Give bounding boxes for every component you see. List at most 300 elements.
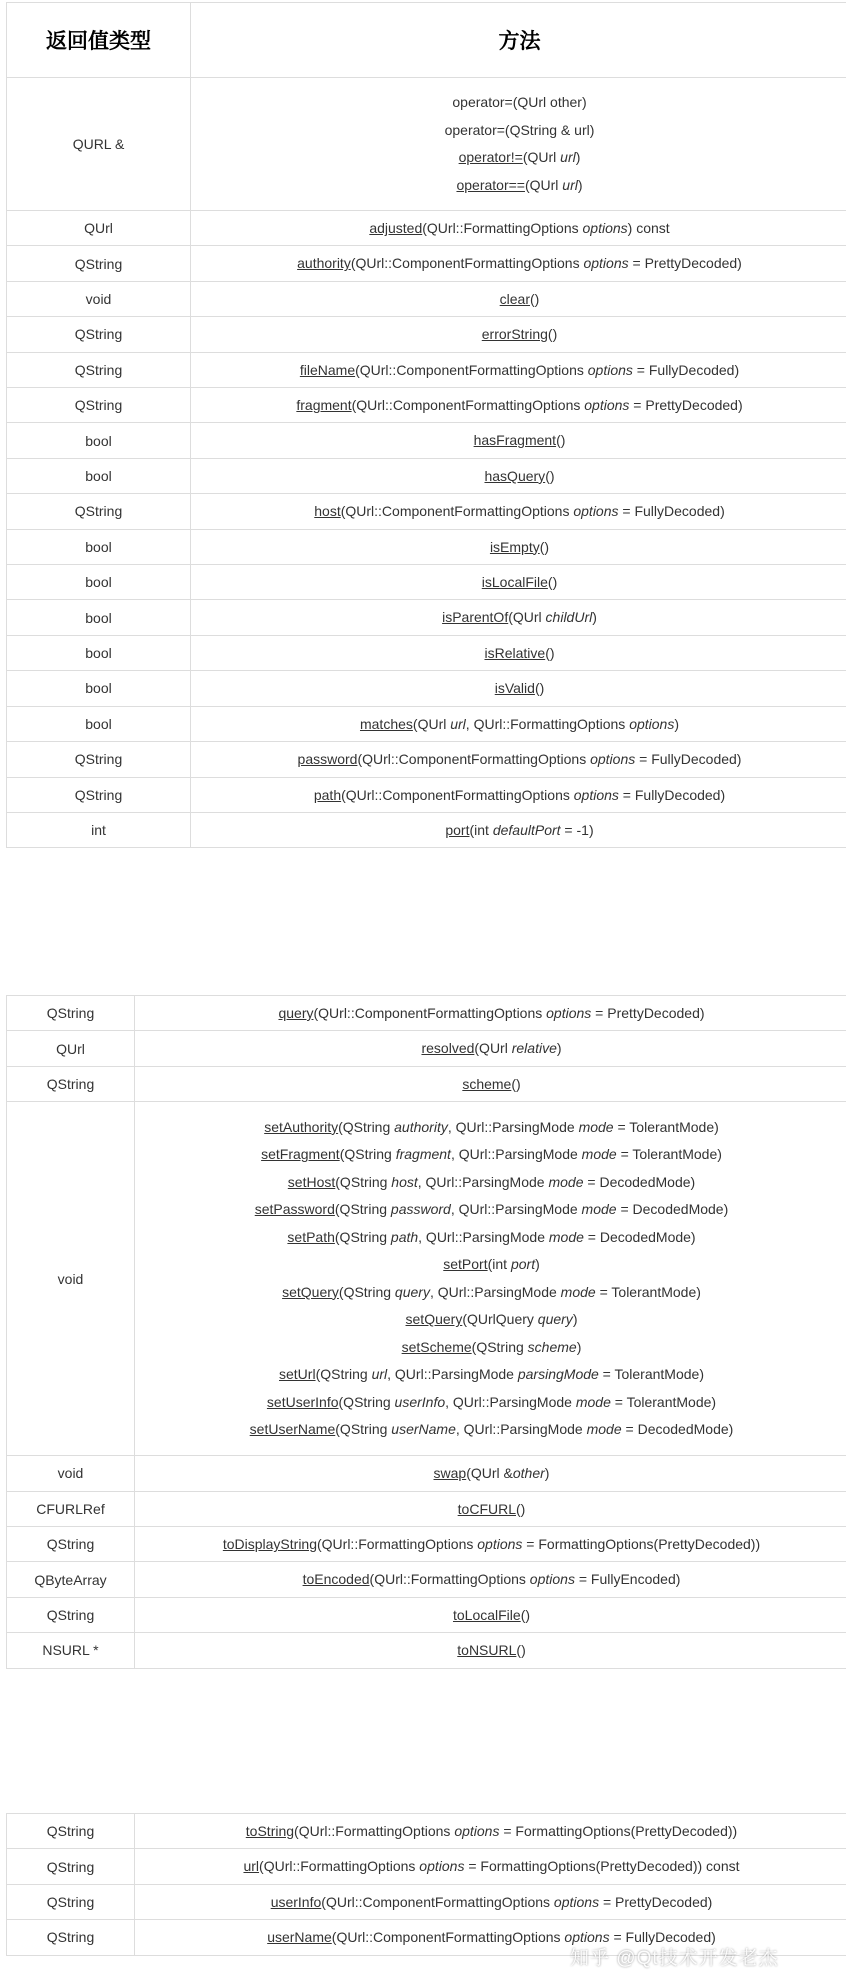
signature-text: (QString <box>339 1394 395 1410</box>
method-name-link[interactable]: isValid <box>495 680 535 696</box>
method-signature <box>296 397 742 413</box>
table-row <box>7 423 846 458</box>
method-signature <box>314 787 725 803</box>
method-name-link[interactable]: operator== <box>456 177 525 193</box>
signature-text: , QUrl::ParsingMode <box>451 1201 582 1217</box>
signature-text: , QUrl::ParsingMode <box>430 1284 561 1300</box>
param-name: options <box>564 1929 609 1945</box>
signature-text: (QString <box>316 1366 372 1382</box>
return-type-cell: bool <box>7 565 191 600</box>
method-name-link[interactable]: setQuery <box>406 1311 463 1327</box>
method-name-link[interactable]: url <box>243 1858 259 1874</box>
return-type-cell: bool <box>7 423 191 458</box>
signature-text: ) <box>578 177 583 193</box>
param-name: options <box>530 1571 575 1587</box>
signature-text: = TolerantMode) <box>596 1284 701 1300</box>
param-name: mode <box>582 1146 617 1162</box>
method-signature <box>300 362 739 378</box>
signature-text: = DecodedMode) <box>622 1421 734 1437</box>
method-name-link[interactable]: matches <box>360 716 413 732</box>
param-name: mode <box>576 1394 611 1410</box>
signature-text: = FormattingOptions(PrettyDecoded)) <box>522 1536 760 1552</box>
signature-text: (QUrl::FormattingOptions <box>370 1571 530 1587</box>
return-type-cell: QUrl <box>7 1031 135 1066</box>
signature-text: (int <box>488 1256 511 1272</box>
signature-text: (QString <box>335 1174 391 1190</box>
method-name-link[interactable]: isRelative <box>484 645 545 661</box>
param-name: mode <box>548 1174 583 1190</box>
method-signature <box>271 1894 713 1910</box>
param-name: options <box>554 1894 599 1910</box>
signature-text: = DecodedMode) <box>584 1229 696 1245</box>
return-type-cell: QString <box>7 1884 135 1919</box>
method-name-link[interactable]: port <box>445 822 469 838</box>
return-type-cell: bool <box>7 706 191 741</box>
return-type-cell: QString <box>7 1920 135 1955</box>
signature-text: , QUrl::ParsingMode <box>456 1421 587 1437</box>
signature-text: = TolerantMode) <box>599 1366 704 1382</box>
signature-text: (QUrl::FormattingOptions <box>294 1823 454 1839</box>
method-name-link[interactable]: setPath <box>287 1229 334 1245</box>
table-row <box>7 246 846 281</box>
method-signature <box>139 1224 844 1252</box>
method-cell <box>191 388 846 423</box>
method-signature <box>482 574 557 590</box>
method-name-link[interactable]: adjusted <box>369 220 422 236</box>
param-name: options <box>583 255 628 271</box>
method-name-link[interactable]: toLocalFile <box>453 1607 521 1623</box>
signature-text: ) <box>576 149 581 165</box>
table-row <box>7 706 846 741</box>
signature-text: () <box>516 1501 525 1517</box>
signature-text: , QUrl::ParsingMode <box>418 1174 549 1190</box>
signature-text: = TolerantMode) <box>617 1146 722 1162</box>
return-type-cell: QString <box>7 1849 135 1884</box>
return-type-cell: CFURLRef <box>7 1491 135 1526</box>
param-name: url <box>450 716 466 732</box>
signature-text: = FullyDecoded) <box>633 362 739 378</box>
table-row <box>7 317 846 352</box>
method-signature <box>139 1389 844 1417</box>
signature-text: () <box>545 645 554 661</box>
table-row <box>7 742 846 777</box>
method-table-part-2 <box>6 995 846 1669</box>
signature-text: = TolerantMode) <box>611 1394 716 1410</box>
method-name-link[interactable]: authority <box>297 255 351 271</box>
return-type-cell: QURL & <box>7 78 191 211</box>
param-name: options <box>419 1858 464 1874</box>
signature-text: (QUrl::FormattingOptions <box>259 1858 419 1874</box>
signature-text: () <box>548 326 557 342</box>
method-name-link[interactable]: setUserInfo <box>267 1394 339 1410</box>
signature-text: = FullyDecoded) <box>619 787 725 803</box>
method-signature <box>500 291 540 307</box>
return-type-cell: bool <box>7 671 191 706</box>
param-name: relative <box>512 1040 557 1056</box>
method-signature <box>139 1334 844 1362</box>
param-name: childUrl <box>546 609 593 625</box>
method-signature <box>457 1642 525 1658</box>
method-name-link[interactable]: clear <box>500 291 530 307</box>
table-body <box>7 78 846 848</box>
signature-text: (QString <box>338 1119 394 1135</box>
return-type-cell: int <box>7 812 191 847</box>
return-type-cell: void <box>7 281 191 316</box>
signature-text: ) <box>535 1256 540 1272</box>
param-name: port <box>511 1256 535 1272</box>
param-name: options <box>573 503 618 519</box>
method-signature <box>495 680 545 696</box>
method-signature <box>139 1141 844 1169</box>
method-name-link[interactable]: query <box>278 1005 313 1021</box>
param-name: mode <box>587 1421 622 1437</box>
signature-text: (QUrl::FormattingOptions <box>422 220 582 236</box>
method-name-link[interactable]: host <box>314 503 340 519</box>
method-name-link[interactable]: setFragment <box>261 1146 340 1162</box>
method-signature <box>458 1501 526 1517</box>
method-name-link[interactable]: userInfo <box>271 1894 322 1910</box>
return-type-cell: void <box>7 1456 135 1491</box>
signature-text: , QUrl::ParsingMode <box>448 1119 579 1135</box>
signature-text: operator=(QString & url) <box>445 122 595 138</box>
table-row <box>7 1456 846 1491</box>
signature-text: () <box>540 539 549 555</box>
method-cell <box>191 494 846 529</box>
table-row <box>7 600 846 635</box>
table-row <box>7 812 846 847</box>
signature-text: , QUrl::ParsingMode <box>445 1394 576 1410</box>
method-name-link[interactable]: setAuthority <box>264 1119 338 1135</box>
param-name: host <box>391 1174 417 1190</box>
param-name: path <box>391 1229 418 1245</box>
method-cell <box>135 996 846 1031</box>
method-cell <box>135 1066 846 1101</box>
method-name-link[interactable]: fragment <box>296 397 351 413</box>
signature-text: ) <box>592 609 597 625</box>
method-cell <box>135 1031 846 1066</box>
method-signature <box>139 1279 844 1307</box>
signature-text: (QUrl <box>413 716 450 732</box>
method-cell <box>191 423 846 458</box>
method-cell <box>135 1849 846 1884</box>
signature-text: (QUrl::ComponentFormattingOptions <box>341 503 574 519</box>
signature-text: = FormattingOptions(PrettyDecoded)) <box>499 1823 737 1839</box>
return-type-cell: QString <box>7 1527 135 1562</box>
param-name: parsingMode <box>518 1366 599 1382</box>
return-type-cell: QString <box>7 742 191 777</box>
method-name-link[interactable]: fileName <box>300 362 355 378</box>
method-cell <box>135 1491 846 1526</box>
param-name: options <box>477 1536 522 1552</box>
signature-text: (QUrl::ComponentFormattingOptions <box>351 255 584 271</box>
table-row <box>7 671 846 706</box>
method-signature <box>139 1114 844 1142</box>
method-signature <box>139 1196 844 1224</box>
param-name: options <box>574 787 619 803</box>
method-cell <box>191 281 846 316</box>
signature-text: ) <box>557 1040 562 1056</box>
method-cell <box>135 1597 846 1632</box>
signature-text: (QString <box>335 1421 391 1437</box>
table-row <box>7 211 846 246</box>
signature-text: () <box>545 468 554 484</box>
method-signature <box>474 432 566 448</box>
table-row <box>7 1884 846 1919</box>
method-name-link[interactable]: swap <box>434 1465 467 1481</box>
signature-text: = PrettyDecoded) <box>591 1005 704 1021</box>
method-signature <box>421 1040 561 1056</box>
method-cell <box>191 78 846 211</box>
signature-text: = FullyEncoded) <box>575 1571 680 1587</box>
table-row <box>7 1597 846 1632</box>
method-signature <box>223 1536 760 1552</box>
method-signature <box>360 716 679 732</box>
method-signature <box>484 468 554 484</box>
table-row <box>7 1562 846 1597</box>
method-name-link[interactable]: scheme <box>462 1076 511 1092</box>
method-signature <box>139 1306 844 1334</box>
method-name-link[interactable]: isEmpty <box>490 539 540 555</box>
method-signature <box>139 1361 844 1389</box>
signature-text: (QUrl::ComponentFormattingOptions <box>332 1929 565 1945</box>
return-type-cell: QUrl <box>7 211 191 246</box>
signature-text: operator=(QUrl other) <box>452 94 586 110</box>
param-name: userName <box>391 1421 456 1437</box>
method-cell <box>191 529 846 564</box>
table-row <box>7 281 846 316</box>
param-name: defaultPort <box>493 822 561 838</box>
return-type-cell: QString <box>7 1814 135 1849</box>
signature-text: (QUrl::ComponentFormattingOptions <box>357 751 590 767</box>
signature-text: () <box>556 432 565 448</box>
method-signature <box>298 751 742 767</box>
table-row <box>7 635 846 670</box>
param-name: mode <box>579 1119 614 1135</box>
method-cell <box>135 1884 846 1919</box>
signature-text: () <box>521 1607 530 1623</box>
table-row <box>7 1031 846 1066</box>
table-row <box>7 352 846 387</box>
return-type-cell: NSURL * <box>7 1633 135 1668</box>
method-name-link[interactable]: toString <box>246 1823 294 1839</box>
signature-text: ) <box>573 1311 578 1327</box>
method-signature <box>484 645 554 661</box>
method-name-link[interactable]: isParentOf <box>442 609 508 625</box>
param-name: query <box>395 1284 430 1300</box>
method-name-link[interactable]: setScheme <box>402 1339 472 1355</box>
signature-text: ) const <box>628 220 670 236</box>
signature-text: (QUrl::ComponentFormattingOptions <box>314 1005 547 1021</box>
table-row <box>7 529 846 564</box>
signature-text: (QString <box>472 1339 528 1355</box>
method-cell <box>191 600 846 635</box>
signature-text: (int <box>469 822 492 838</box>
return-type-cell: QString <box>7 777 191 812</box>
method-name-link[interactable]: setPort <box>443 1256 487 1272</box>
method-name-link[interactable]: hasQuery <box>484 468 545 484</box>
method-signature <box>369 220 669 236</box>
signature-text: = DecodedMode) <box>617 1201 729 1217</box>
method-name-link[interactable]: setHost <box>288 1174 335 1190</box>
signature-text: (QUrl::FormattingOptions <box>317 1536 477 1552</box>
method-signature <box>243 1858 739 1874</box>
return-type-cell: QString <box>7 996 135 1031</box>
method-signature <box>297 255 742 271</box>
method-cell <box>191 565 846 600</box>
table-row <box>7 777 846 812</box>
method-name-link[interactable]: toCFURL <box>458 1501 516 1517</box>
table-body <box>7 996 846 1669</box>
signature-text: (QString <box>335 1201 391 1217</box>
method-signature <box>195 144 844 172</box>
method-signature <box>195 89 844 117</box>
param-name: query <box>538 1311 573 1327</box>
signature-text: , QUrl::FormattingOptions <box>466 716 629 732</box>
method-signature <box>195 117 844 145</box>
signature-text: (QUrl::ComponentFormattingOptions <box>321 1894 554 1910</box>
method-cell <box>191 458 846 493</box>
method-cell <box>135 1102 846 1456</box>
signature-text: () <box>516 1642 525 1658</box>
table-row <box>7 458 846 493</box>
method-cell <box>191 742 846 777</box>
table-body <box>7 1814 846 1956</box>
signature-text: = FullyDecoded) <box>619 503 725 519</box>
signature-text: = FullyDecoded) <box>610 1929 716 1945</box>
header-return-type: 返回值类型 <box>7 3 191 78</box>
table-row <box>7 1102 846 1456</box>
method-signature <box>278 1005 704 1021</box>
table-row <box>7 1527 846 1562</box>
table-row <box>7 388 846 423</box>
method-cell <box>191 211 846 246</box>
method-name-link[interactable]: setPassword <box>255 1201 335 1217</box>
signature-text: () <box>535 680 544 696</box>
param-name: scheme <box>528 1339 577 1355</box>
method-cell <box>135 1456 846 1491</box>
signature-text: (QString <box>340 1146 396 1162</box>
param-name: options <box>629 716 674 732</box>
method-signature <box>490 539 549 555</box>
watermark: 知乎 @Qt技术开发老杰 <box>570 1943 779 1970</box>
table-row <box>7 565 846 600</box>
return-type-cell: QString <box>7 352 191 387</box>
method-cell <box>135 1527 846 1562</box>
signature-text: ) <box>674 716 679 732</box>
param-name: mode <box>549 1229 584 1245</box>
method-name-link[interactable]: setUserName <box>250 1421 336 1437</box>
method-name-link[interactable]: toNSURL <box>457 1642 516 1658</box>
table-row <box>7 1633 846 1668</box>
method-name-link[interactable]: isLocalFile <box>482 574 548 590</box>
return-type-cell: bool <box>7 635 191 670</box>
method-signature <box>442 609 597 625</box>
method-cell <box>191 317 846 352</box>
signature-text: = DecodedMode) <box>584 1174 696 1190</box>
method-name-link[interactable]: operator!= <box>459 149 523 165</box>
method-name-link[interactable]: path <box>314 787 341 803</box>
method-name-link[interactable]: errorString <box>482 326 548 342</box>
signature-text: (QUrl <box>474 1040 511 1056</box>
signature-text: (QUrl & <box>466 1465 513 1481</box>
method-signature <box>246 1823 737 1839</box>
method-name-link[interactable]: toEncoded <box>303 1571 370 1587</box>
param-name: url <box>372 1366 388 1382</box>
method-cell <box>191 812 846 847</box>
method-name-link[interactable]: resolved <box>421 1040 474 1056</box>
return-type-cell: QString <box>7 1066 135 1101</box>
method-cell <box>191 671 846 706</box>
signature-text: () <box>548 574 557 590</box>
method-signature <box>139 1251 844 1279</box>
method-signature <box>434 1465 550 1481</box>
param-name: options <box>588 362 633 378</box>
table-row <box>7 1849 846 1884</box>
method-name-link[interactable]: hasFragment <box>474 432 556 448</box>
return-type-cell: bool <box>7 600 191 635</box>
method-signature <box>139 1169 844 1197</box>
signature-text: (QUrl::ComponentFormattingOptions <box>341 787 574 803</box>
method-signature <box>462 1076 520 1092</box>
method-table-part-1 <box>6 2 846 848</box>
table-row <box>7 78 846 211</box>
signature-text: = FormattingOptions(PrettyDecoded)) const <box>464 1858 739 1874</box>
signature-text: (QString <box>335 1229 391 1245</box>
param-name: mode <box>582 1201 617 1217</box>
param-name: other <box>513 1465 545 1481</box>
table-header-row <box>7 3 846 78</box>
return-type-cell: QString <box>7 1597 135 1632</box>
method-signature <box>453 1607 530 1623</box>
return-type-cell: bool <box>7 529 191 564</box>
signature-text: (QUrlQuery <box>462 1311 537 1327</box>
signature-text: = -1) <box>561 822 594 838</box>
method-name-link[interactable]: setUrl <box>279 1366 316 1382</box>
signature-text: () <box>530 291 539 307</box>
method-cell <box>191 777 846 812</box>
return-type-cell: QByteArray <box>7 1562 135 1597</box>
method-name-link[interactable]: setQuery <box>282 1284 339 1300</box>
method-name-link[interactable]: password <box>298 751 358 767</box>
method-name-link[interactable]: toDisplayString <box>223 1536 317 1552</box>
return-type-cell: void <box>7 1102 135 1456</box>
method-cell <box>191 635 846 670</box>
signature-text: = PrettyDecoded) <box>599 1894 712 1910</box>
method-signature <box>139 1416 844 1444</box>
signature-text: = PrettyDecoded) <box>629 397 742 413</box>
signature-text: (QUrl::ComponentFormattingOptions <box>352 397 585 413</box>
param-name: url <box>562 177 578 193</box>
signature-text: (QUrl::ComponentFormattingOptions <box>355 362 588 378</box>
param-name: options <box>583 220 628 236</box>
signature-text: (QUrl <box>508 609 545 625</box>
signature-text: ) <box>545 1465 550 1481</box>
table-row <box>7 1814 846 1849</box>
return-type-cell: QString <box>7 388 191 423</box>
param-name: fragment <box>396 1146 451 1162</box>
method-cell <box>135 1633 846 1668</box>
method-table-part-3 <box>6 1813 846 1956</box>
method-name-link[interactable]: userName <box>267 1929 332 1945</box>
return-type-cell: bool <box>7 458 191 493</box>
header-method: 方法 <box>191 3 846 78</box>
signature-text: , QUrl::ParsingMode <box>451 1146 582 1162</box>
param-name: options <box>590 751 635 767</box>
signature-text: ) <box>577 1339 582 1355</box>
method-cell <box>191 706 846 741</box>
method-cell <box>191 246 846 281</box>
signature-text: () <box>511 1076 520 1092</box>
